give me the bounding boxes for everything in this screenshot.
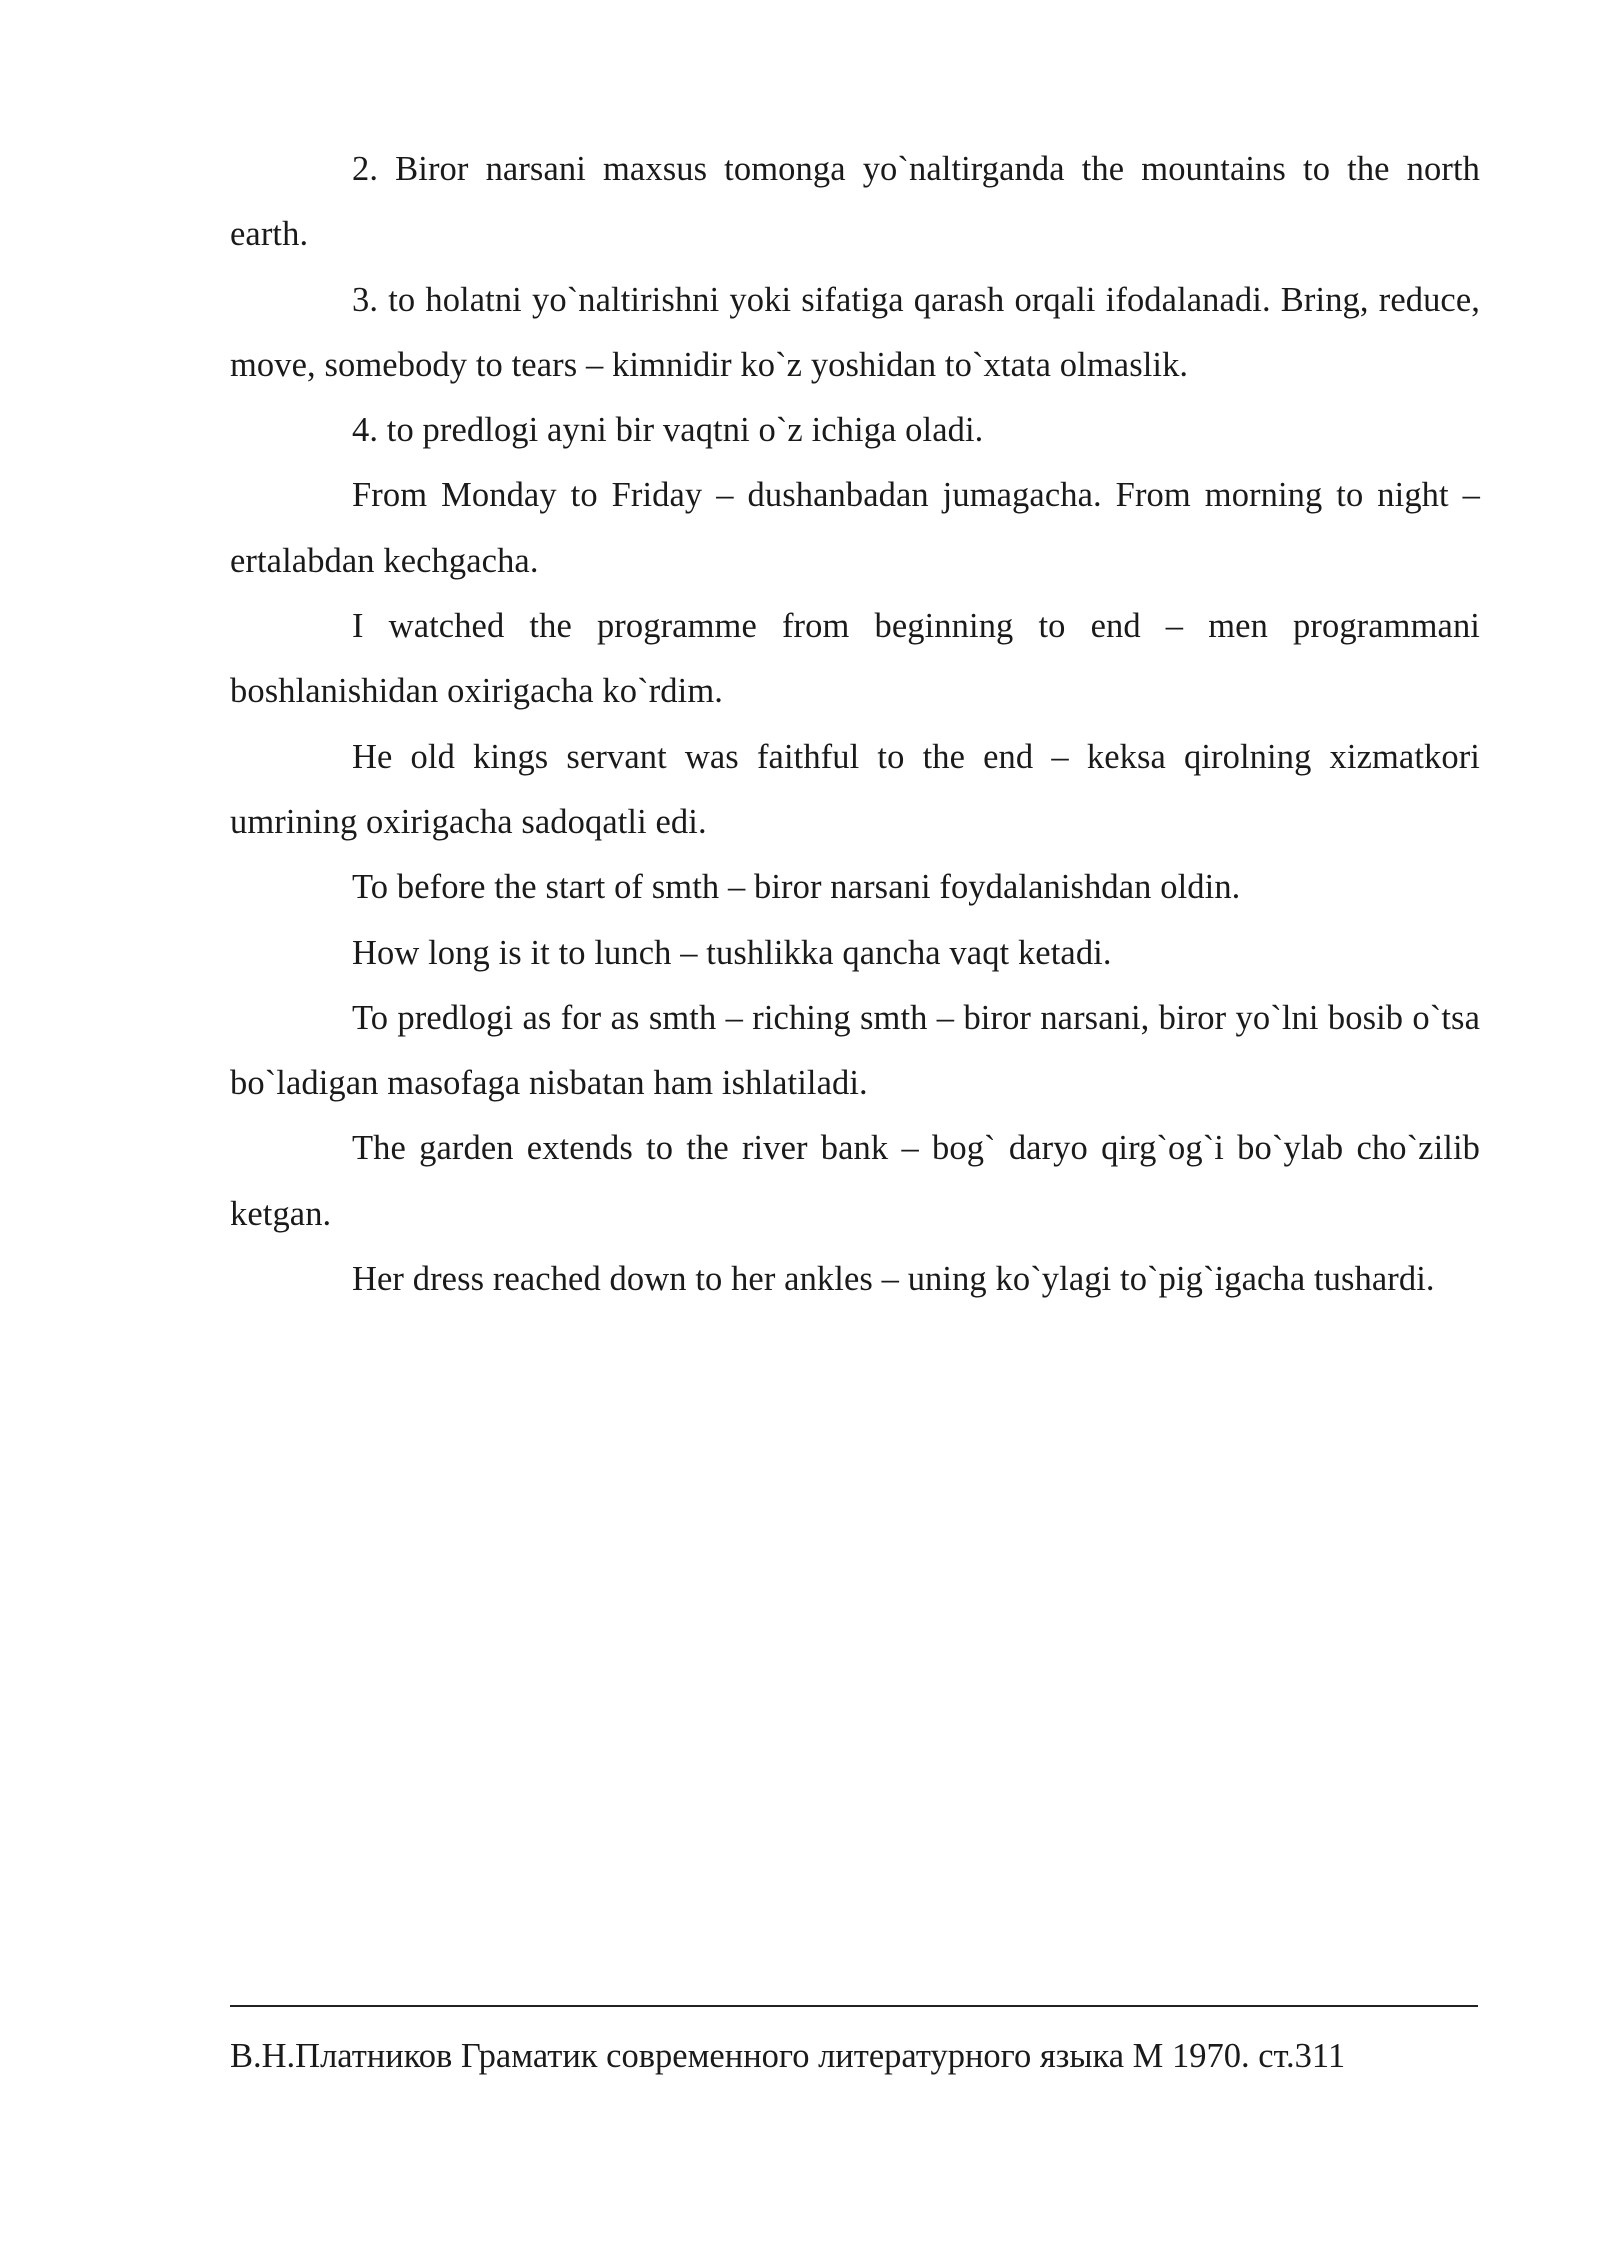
paragraph: To before the start of smth – biror narsani foydalanishdan oldin. — [352, 868, 1241, 907]
paragraph: Her dress reached down to her ankles – uning ko`ylagi to`pig`igacha tushardi. — [352, 1260, 1435, 1299]
paragraph: 4. to predlogi ayni bir vaqtni o`z ichiga oladi. — [352, 411, 984, 450]
document-body — [230, 137, 1480, 1312]
paragraph: I watched the programme from beginning to end – men programmani boshlanishidan oxirigacha ko`rdim. — [230, 607, 1480, 711]
paragraph: 3. to holatni yo`naltirishni yoki sifatiga qarash orqali ifodalanadi. Bring, reduce, move, somebody to tears – kimnidir ko`z yoshidan to`xtata olmaslik. — [230, 280, 1480, 384]
footnote: В.Н.Платников Граматик современного литературного языка М 1970. ст.311 — [230, 2037, 1346, 2075]
footnote-separator — [230, 2005, 1478, 2007]
paragraph: He old kings servant was faithful to the end – keksa qirolning xizmatkori umrining oxirigacha sadoqatli edi. — [230, 737, 1480, 841]
paragraph: The garden extends to the river bank – bog` daryo qirg`og`i bo`ylab cho`zilib ketgan. — [230, 1129, 1480, 1233]
paragraph: 2. Biror narsani maxsus tomonga yo`naltirganda the mountains to the north earth. — [230, 150, 1480, 254]
paragraph: To predlogi as for as smth – riching smth – biror narsani, biror yo`lni bosib o`tsa bo`ladigan masofaga nisbatan ham ishlatiladi. — [230, 998, 1480, 1103]
paragraph: From Monday to Friday – dushanbadan jumagacha. From morning to night – ertalabdan kechgacha. — [230, 476, 1480, 580]
paragraph: How long is it to lunch – tushlikka qancha vaqt ketadi. — [352, 933, 1112, 972]
